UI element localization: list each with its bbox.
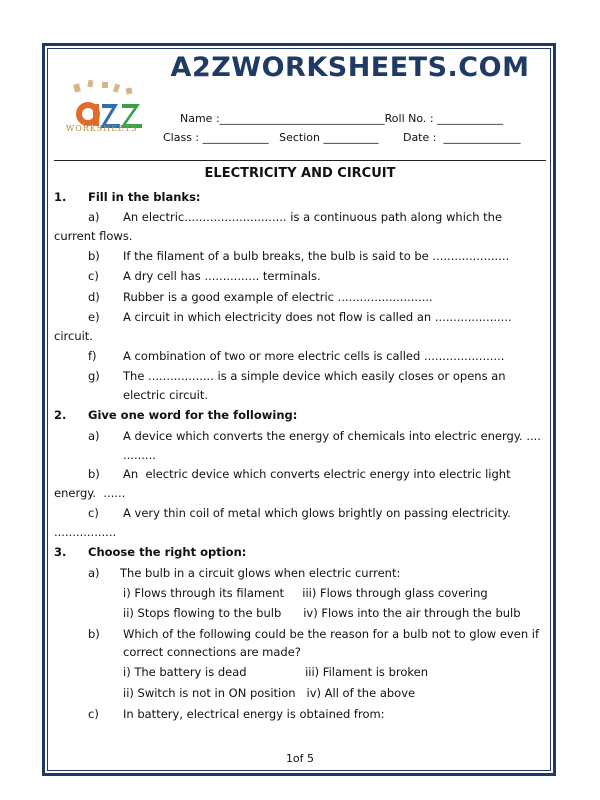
question-text: circuit. (54, 329, 93, 343)
question-text: correct connections are made? (123, 645, 301, 659)
item-letter: c) (88, 506, 99, 520)
question-text: A dry cell has ............... terminals. (123, 269, 321, 283)
class-section-date-field: Class : ____________ Section __________ Date : ______________ (163, 131, 521, 144)
item-letter: g) (88, 369, 100, 383)
site-title: A2ZWORKSHEETS.COM (170, 52, 530, 83)
section-heading: Fill in the blanks: (88, 190, 201, 204)
question-text: The .................. is a simple device which easily closes or opens an (123, 369, 506, 383)
item-letter: c) (88, 269, 99, 283)
option-text: ii) Stops flowing to the bulb iv) Flows into the air through the bulb (123, 606, 521, 620)
question-text: Rubber is a good example of electric .......................... (123, 290, 433, 304)
header-divider (54, 160, 546, 161)
question-text: The bulb in a circuit glows when electric current: (120, 566, 401, 580)
question-text: energy. ...... (54, 486, 126, 500)
section-number: 2. (54, 408, 67, 422)
logo-wordmark: WORKSHEETS (66, 124, 138, 133)
question-text: An electric............................ is a continuous path along which the (123, 210, 503, 224)
item-letter: a) (88, 566, 100, 580)
option-text: i) The battery is dead iii) Filament is broken (123, 665, 429, 679)
question-text: current flows. (54, 229, 133, 243)
question-text: A device which converts the energy of chemicals into electric energy. .... (123, 429, 541, 443)
page-number: 1of 5 (285, 752, 315, 765)
question-text: A very thin coil of metal which glows brightly on passing electricity. (123, 506, 511, 520)
item-letter: c) (88, 707, 99, 721)
item-letter: a) (88, 429, 100, 443)
section-number: 1. (54, 190, 67, 204)
question-text: ......... (123, 448, 156, 462)
option-text: i) Flows through its filament iii) Flows through glass covering (123, 586, 488, 600)
item-letter: e) (88, 310, 100, 324)
question-text: If the filament of a bulb breaks, the bulb is said to be ..................... (123, 249, 510, 263)
section-number: 3. (54, 545, 67, 559)
question-text: In battery, electrical energy is obtained from: (123, 707, 385, 721)
question-text: electric circuit. (123, 388, 209, 402)
question-text: ................. (54, 525, 117, 539)
question-text: An electric device which converts electric energy into electric light (123, 467, 511, 481)
question-text: Which of the following could be the reason for a bulb not to glow even if (123, 627, 540, 641)
item-letter: d) (88, 290, 100, 304)
question-text: A circuit in which electricity does not flow is called an ..................... (123, 310, 512, 324)
section-heading: Give one word for the following: (88, 408, 298, 422)
item-letter: b) (88, 249, 100, 263)
option-text: ii) Switch is not in ON position iv) All of the above (123, 686, 416, 700)
name-roll-field: Name :______________________________Roll No. : ____________ (180, 112, 504, 125)
worksheet-title: ELECTRICITY AND CIRCUIT (204, 166, 396, 181)
item-letter: f) (88, 349, 97, 363)
item-letter: b) (88, 467, 100, 481)
item-letter: b) (88, 627, 100, 641)
item-letter: a) (88, 210, 100, 224)
section-heading: Choose the right option: (88, 545, 247, 559)
question-text: A combination of two or more electric cells is called ...................... (123, 349, 505, 363)
